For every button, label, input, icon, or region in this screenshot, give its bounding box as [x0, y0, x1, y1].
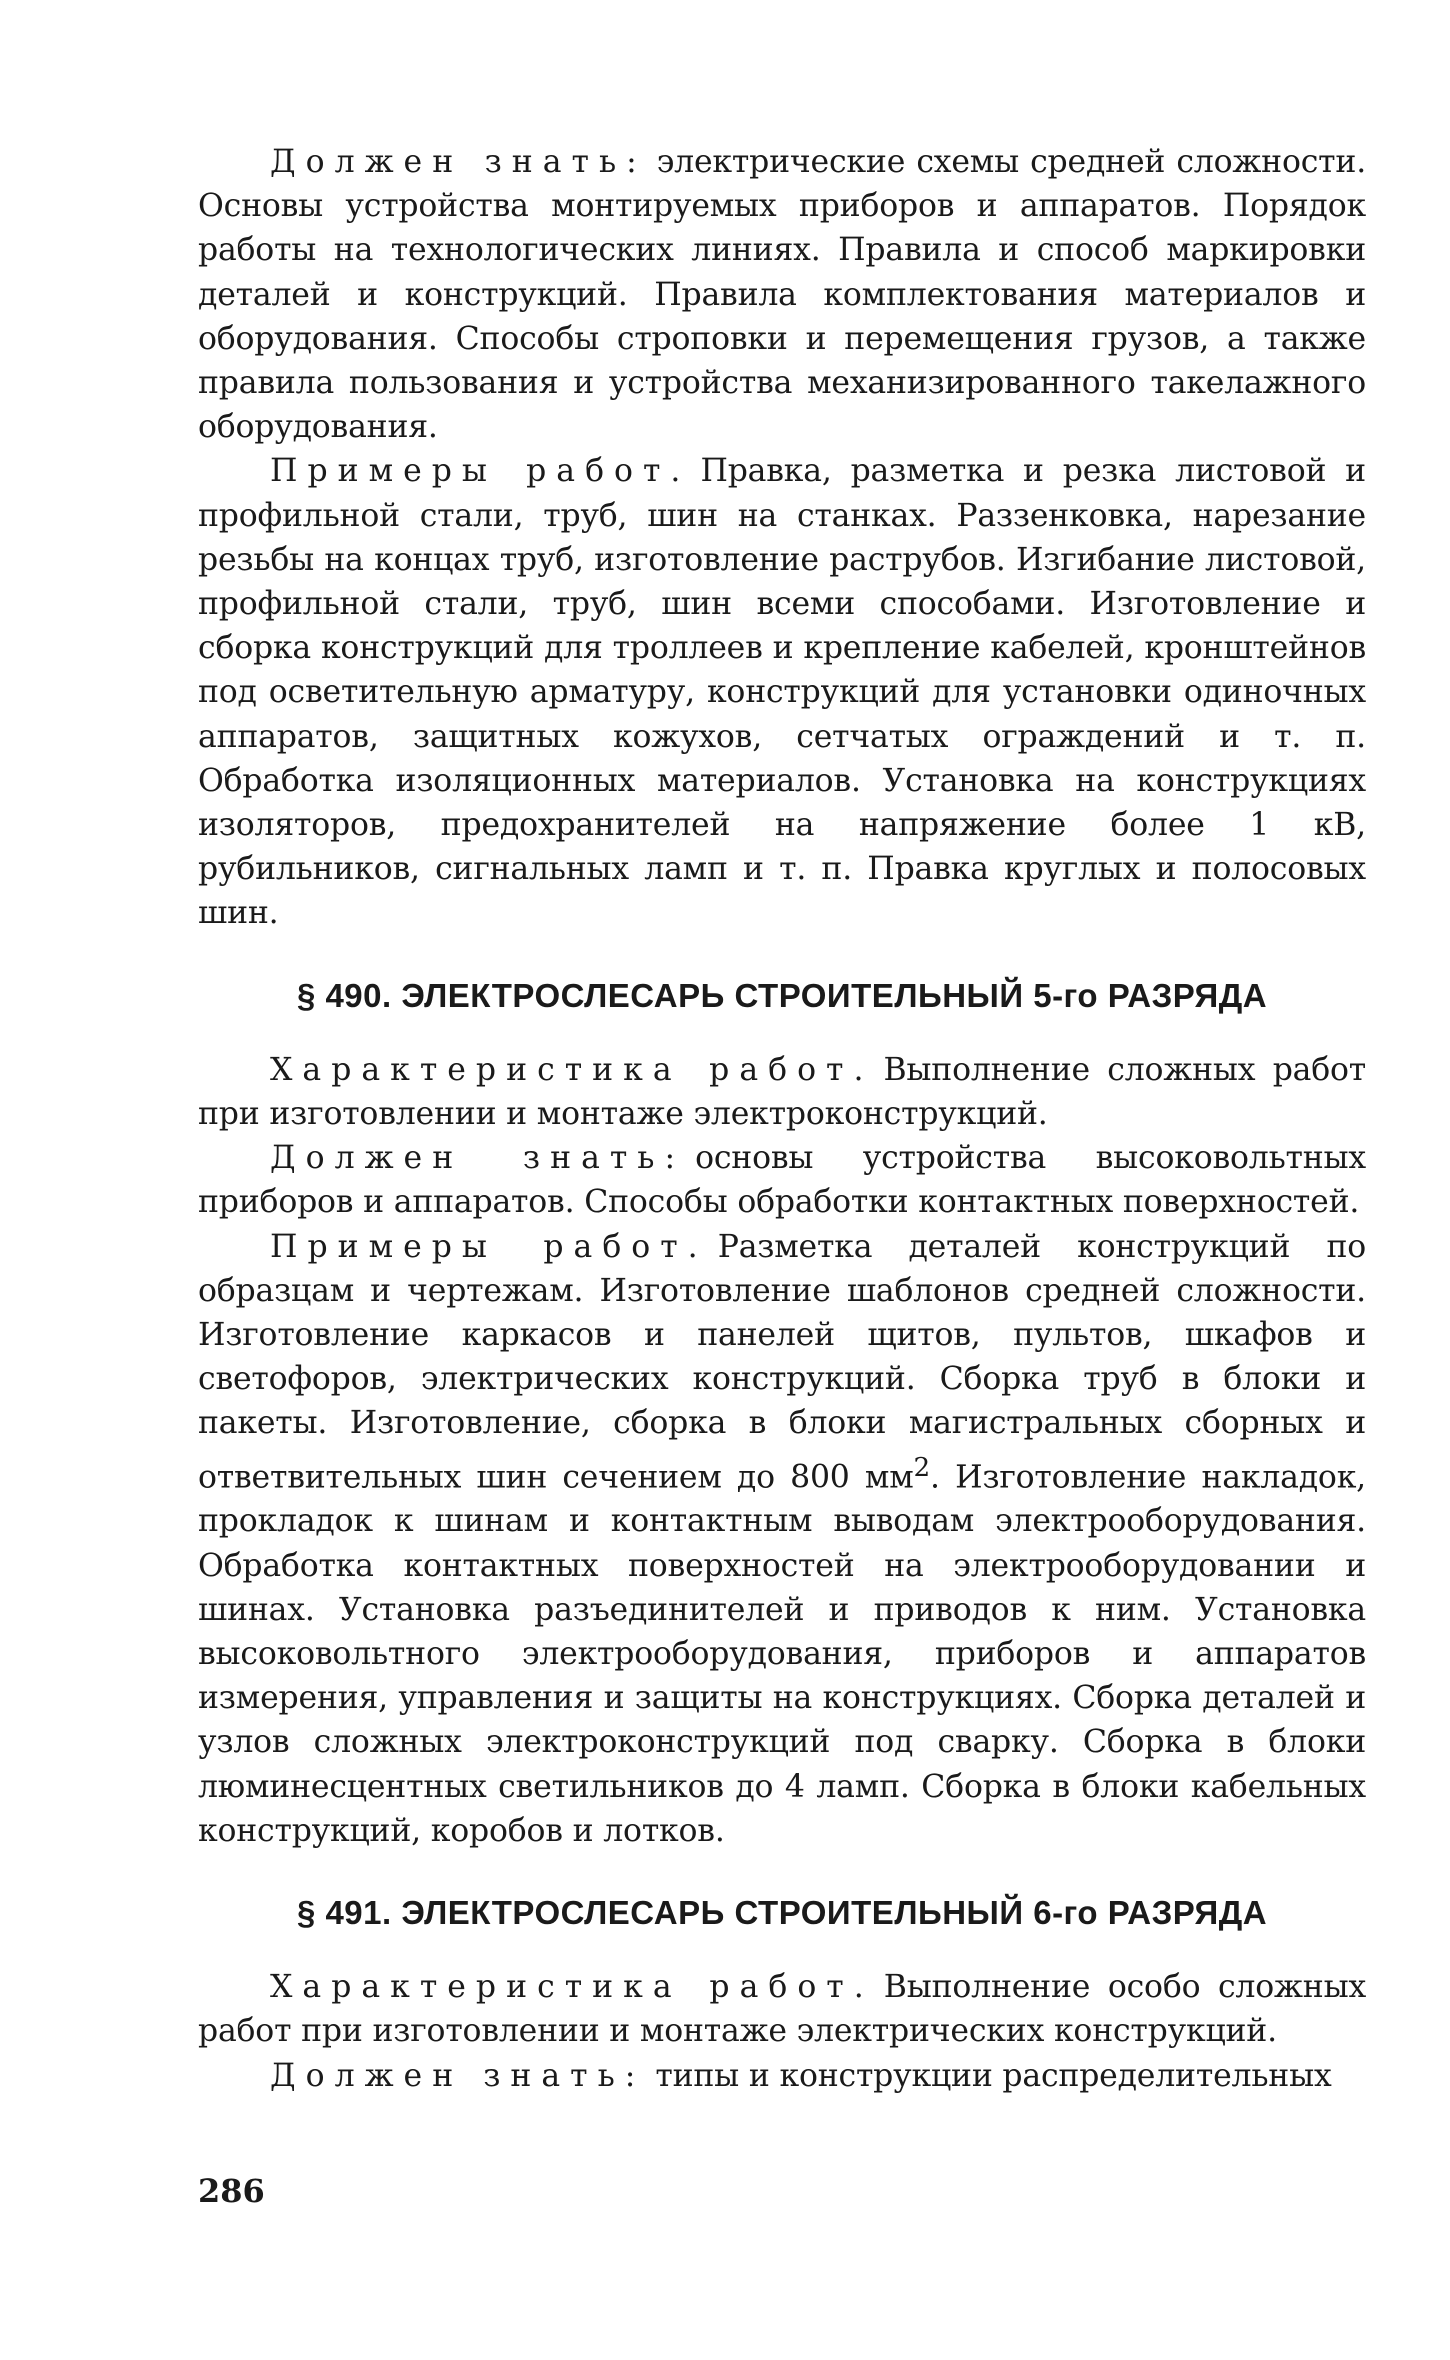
must-know-text: основы устройства высоковольтных приборов и аппаратов. Способы обработки контактных поверхностей.	[198, 1140, 1366, 1221]
must-know-label: Должен знать:	[270, 2057, 646, 2094]
section-491-characteristic	[198, 1965, 1366, 2053]
characteristic-text: Выполнение сложных работ при изготовлении и монтаже электроконструкций.	[198, 1051, 1366, 1133]
must-know-text: электрические схемы средней сложности. Основы устройства монтируемых приборов и аппаратов. Порядок работы на технологических линиях. Правила и способ маркировки деталей и конструкций. Правила комплектования материалов и оборудования. Способы строповки и перемещения грузов, а также правила пользования и устройства механизированного такелажного оборудования.	[198, 144, 1367, 446]
examples-paragraph	[198, 449, 1366, 935]
examples-label: Примеры работ.	[270, 1228, 708, 1265]
characteristic-label: Характеристика работ.	[270, 1969, 874, 2006]
section-491-heading: § 491. ЭЛЕКТРОСЛЕСАРЬ СТРОИТЕЛЬНЫЙ 6-го РАЗРЯДА	[296, 1894, 1268, 1932]
must-know-label: Должен знать:	[270, 144, 647, 180]
page-body	[198, 140, 1366, 2098]
must-know-text: типы и конструкции распределительных	[655, 2057, 1332, 2094]
examples-label: Примеры работ.	[270, 453, 691, 490]
characteristic-label: Характеристика работ.	[270, 1051, 874, 1088]
section-490-must-know	[198, 1136, 1366, 1224]
examples-text: Правка, разметка и резка листовой и профильной стали, труб, шин на станках. Раззенковка, нарезание резьбы на концах труб, изготовление раструбов. Изгибание листовой, профильной стали, труб, шин всеми способами. Изготовление и сборка конструкций для троллеев и крепление кабелей, кронштейнов под осветительную арматуру, конструкций для установки одиночных аппаратов, защитных кожухов, сетчатых ограждений и т. п. Обработка изоляционных материалов. Установка на конструкциях изоляторов, предохранителей на напряжение более 1 кВ, рубильников, сигнальных ламп и т. п. Правка круглых и полосовых шин.	[198, 453, 1366, 932]
characteristic-text: Выполнение особо сложных работ при изготовлении и монтаже электрических конструкций.	[198, 1969, 1367, 2050]
must-know-label: Должен знать:	[270, 1140, 686, 1177]
page-number: 286	[198, 2172, 265, 2210]
section-490-characteristic	[198, 1048, 1366, 1136]
examples-text-part-2: . Изготовление накладок, прокладок к шинам и контактным выводам электрооборудования. Обработка контактных поверхностей на электрооборудовании и шинах. Установка разъединителей и приводов к ним. Установка высоковольтного электрооборудования, приборов и аппаратов измерения, управления и защиты на конструкциях. Сборка деталей и узлов сложных электроконструкций под сварку. Сборка в блоки люминесцентных светильников до 4 ламп. Сборка в блоки кабельных конструкций, коробов и лотков.	[198, 1459, 1366, 1849]
examples-text-part-1: Разметка деталей конструкций по образцам и чертежам. Изготовление шаблонов средней сложности. Изготовление каркасов и панелей щитов, пультов, шкафов и светофоров, электрических конструкций. Сборка труб в блоки и пакеты. Изготовление, сборка в блоки магистральных сборных и ответвительных шин сечением до 800 мм	[198, 1228, 1366, 1496]
superscript-squared: 2	[913, 1452, 931, 1483]
must-know-paragraph	[198, 140, 1366, 449]
section-490-heading: § 490. ЭЛЕКТРОСЛЕСАРЬ СТРОИТЕЛЬНЫЙ 5-го РАЗРЯДА	[296, 976, 1268, 1014]
section-490-examples	[198, 1225, 1366, 1853]
section-491-must-know	[198, 2054, 1366, 2098]
